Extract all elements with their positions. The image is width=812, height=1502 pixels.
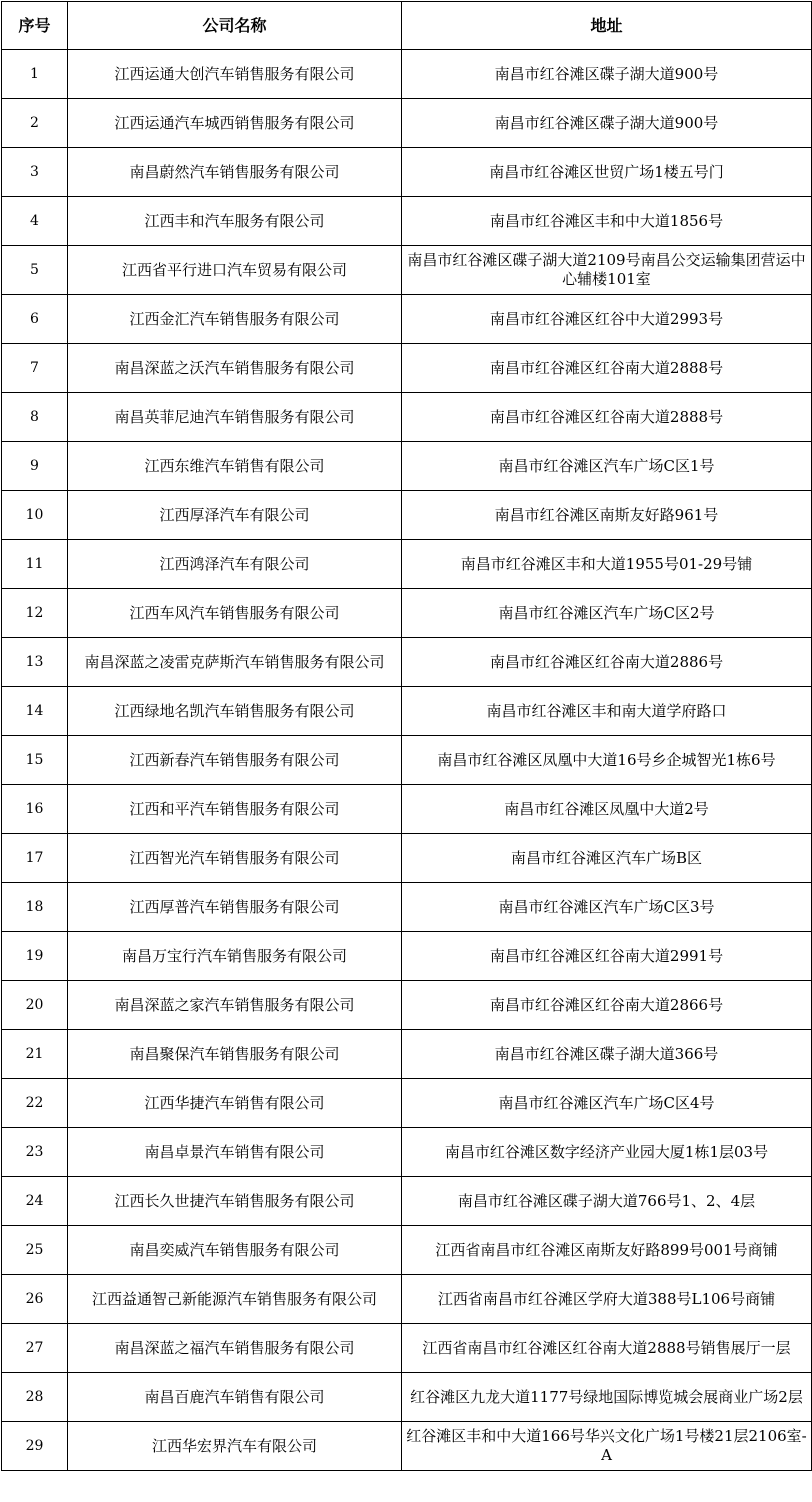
- cell-address: 南昌市红谷滩区丰和中大道1856号: [402, 197, 812, 246]
- cell-address: 南昌市红谷滩区汽车广场C区2号: [402, 589, 812, 638]
- table-row: [2, 1128, 812, 1177]
- cell-address: 南昌市红谷滩区数字经济产业园大厦1栋1层03号: [402, 1128, 812, 1177]
- cell-address: 南昌市红谷滩区凤凰中大道16号乡企城智光1栋6号: [402, 736, 812, 785]
- cell-company: 江西运通汽车城西销售服务有限公司: [68, 99, 402, 148]
- cell-address: 南昌市红谷滩区碟子湖大道900号: [402, 99, 812, 148]
- cell-index: 9: [2, 442, 68, 491]
- table-row: [2, 1030, 812, 1079]
- cell-index: 4: [2, 197, 68, 246]
- cell-index: 2: [2, 99, 68, 148]
- cell-company: 南昌深蓝之福汽车销售服务有限公司: [68, 1324, 402, 1373]
- cell-company: 南昌奕威汽车销售服务有限公司: [68, 1226, 402, 1275]
- table-row: [2, 1275, 812, 1324]
- cell-index: 18: [2, 883, 68, 932]
- table-row: [2, 442, 812, 491]
- cell-company: 南昌深蓝之家汽车销售服务有限公司: [68, 981, 402, 1030]
- table-row: [2, 393, 812, 442]
- cell-company: 江西智光汽车销售服务有限公司: [68, 834, 402, 883]
- cell-company: 南昌万宝行汽车销售服务有限公司: [68, 932, 402, 981]
- table-row: [2, 1079, 812, 1128]
- cell-company: 江西益通智己新能源汽车销售服务有限公司: [68, 1275, 402, 1324]
- cell-address: 南昌市红谷滩区汽车广场C区4号: [402, 1079, 812, 1128]
- table-row: [2, 638, 812, 687]
- cell-index: 15: [2, 736, 68, 785]
- cell-address: 南昌市红谷滩区南斯友好路961号: [402, 491, 812, 540]
- table-row: [2, 981, 812, 1030]
- cell-address: 南昌市红谷滩区凤凰中大道2号: [402, 785, 812, 834]
- cell-company: 江西厚泽汽车有限公司: [68, 491, 402, 540]
- table-row: [2, 1324, 812, 1373]
- cell-company: 江西东维汽车销售有限公司: [68, 442, 402, 491]
- table-row: [2, 148, 812, 197]
- header-index: 序号: [2, 2, 68, 50]
- cell-company: 江西绿地名凯汽车销售服务有限公司: [68, 687, 402, 736]
- cell-address: 江西省南昌市红谷滩区学府大道388号L106号商铺: [402, 1275, 812, 1324]
- cell-company: 江西车风汽车销售服务有限公司: [68, 589, 402, 638]
- cell-index: 22: [2, 1079, 68, 1128]
- table-row: [2, 344, 812, 393]
- cell-index: 12: [2, 589, 68, 638]
- cell-company: 江西省平行进口汽车贸易有限公司: [68, 246, 402, 295]
- cell-index: 6: [2, 295, 68, 344]
- cell-address: 红谷滩区丰和中大道166号华兴文化广场1号楼21层2106室-A: [402, 1422, 812, 1471]
- cell-address: 南昌市红谷滩区碟子湖大道2109号南昌公交运输集团营运中心辅楼101室: [402, 246, 812, 295]
- cell-company: 南昌英菲尼迪汽车销售服务有限公司: [68, 393, 402, 442]
- cell-index: 8: [2, 393, 68, 442]
- cell-company: 南昌深蓝之沃汽车销售服务有限公司: [68, 344, 402, 393]
- cell-address: 南昌市红谷滩区丰和大道1955号01-29号铺: [402, 540, 812, 589]
- cell-address: 南昌市红谷滩区红谷南大道2888号: [402, 344, 812, 393]
- table-row: [2, 883, 812, 932]
- table-row: [2, 246, 812, 295]
- cell-address: 南昌市红谷滩区丰和南大道学府路口: [402, 687, 812, 736]
- cell-company: 南昌卓景汽车销售有限公司: [68, 1128, 402, 1177]
- cell-address: 南昌市红谷滩区碟子湖大道366号: [402, 1030, 812, 1079]
- cell-company: 江西新春汽车销售服务有限公司: [68, 736, 402, 785]
- cell-index: 27: [2, 1324, 68, 1373]
- cell-index: 13: [2, 638, 68, 687]
- cell-index: 23: [2, 1128, 68, 1177]
- header-address: 地址: [402, 2, 812, 50]
- cell-index: 7: [2, 344, 68, 393]
- table-row: [2, 736, 812, 785]
- cell-index: 28: [2, 1373, 68, 1422]
- table-row: [2, 834, 812, 883]
- cell-company: 江西长久世捷汽车销售服务有限公司: [68, 1177, 402, 1226]
- cell-company: 江西厚普汽车销售服务有限公司: [68, 883, 402, 932]
- header-company: 公司名称: [68, 2, 402, 50]
- cell-index: 3: [2, 148, 68, 197]
- cell-address: 南昌市红谷滩区红谷南大道2888号: [402, 393, 812, 442]
- table-row: [2, 785, 812, 834]
- cell-index: 11: [2, 540, 68, 589]
- table-row: [2, 687, 812, 736]
- cell-index: 26: [2, 1275, 68, 1324]
- cell-index: 17: [2, 834, 68, 883]
- table-body: [2, 50, 812, 1471]
- cell-address: 南昌市红谷滩区汽车广场C区1号: [402, 442, 812, 491]
- cell-address: 南昌市红谷滩区汽车广场B区: [402, 834, 812, 883]
- table-row: [2, 1373, 812, 1422]
- cell-address: 南昌市红谷滩区世贸广场1楼五号门: [402, 148, 812, 197]
- cell-index: 19: [2, 932, 68, 981]
- cell-index: 29: [2, 1422, 68, 1471]
- cell-company: 南昌蔚然汽车销售服务有限公司: [68, 148, 402, 197]
- table-row: [2, 491, 812, 540]
- table-row: [2, 1177, 812, 1226]
- cell-company: 江西华捷汽车销售有限公司: [68, 1079, 402, 1128]
- cell-index: 16: [2, 785, 68, 834]
- cell-index: 20: [2, 981, 68, 1030]
- cell-address: 南昌市红谷滩区汽车广场C区3号: [402, 883, 812, 932]
- header-row: [2, 2, 812, 50]
- cell-index: 5: [2, 246, 68, 295]
- cell-company: 南昌百鹿汽车销售有限公司: [68, 1373, 402, 1422]
- cell-address: 南昌市红谷滩区碟子湖大道766号1、2、4层: [402, 1177, 812, 1226]
- table-row: [2, 197, 812, 246]
- cell-address: 南昌市红谷滩区红谷南大道2991号: [402, 932, 812, 981]
- table-row: [2, 99, 812, 148]
- table-row: [2, 295, 812, 344]
- cell-address: 南昌市红谷滩区红谷中大道2993号: [402, 295, 812, 344]
- cell-company: 南昌深蓝之凌雷克萨斯汽车销售服务有限公司: [68, 638, 402, 687]
- table-row: [2, 932, 812, 981]
- table-row: [2, 50, 812, 99]
- cell-address: 南昌市红谷滩区红谷南大道2886号: [402, 638, 812, 687]
- table-row: [2, 540, 812, 589]
- cell-company: 南昌聚保汽车销售服务有限公司: [68, 1030, 402, 1079]
- cell-address: 江西省南昌市红谷滩区南斯友好路899号001号商铺: [402, 1226, 812, 1275]
- cell-address: 江西省南昌市红谷滩区红谷南大道2888号销售展厅一层: [402, 1324, 812, 1373]
- cell-index: 25: [2, 1226, 68, 1275]
- table-row: [2, 1226, 812, 1275]
- cell-company: 江西和平汽车销售服务有限公司: [68, 785, 402, 834]
- cell-address: 南昌市红谷滩区碟子湖大道900号: [402, 50, 812, 99]
- cell-address: 南昌市红谷滩区红谷南大道2866号: [402, 981, 812, 1030]
- cell-index: 1: [2, 50, 68, 99]
- cell-index: 24: [2, 1177, 68, 1226]
- table-row: [2, 1422, 812, 1471]
- cell-index: 14: [2, 687, 68, 736]
- cell-company: 江西丰和汽车服务有限公司: [68, 197, 402, 246]
- cell-index: 21: [2, 1030, 68, 1079]
- cell-company: 江西运通大创汽车销售服务有限公司: [68, 50, 402, 99]
- dealer-table: [1, 1, 812, 1471]
- cell-index: 10: [2, 491, 68, 540]
- cell-address: 红谷滩区九龙大道1177号绿地国际博览城会展商业广场2层: [402, 1373, 812, 1422]
- table-row: [2, 589, 812, 638]
- cell-company: 江西金汇汽车销售服务有限公司: [68, 295, 402, 344]
- cell-company: 江西鸿泽汽车有限公司: [68, 540, 402, 589]
- cell-company: 江西华宏界汽车有限公司: [68, 1422, 402, 1471]
